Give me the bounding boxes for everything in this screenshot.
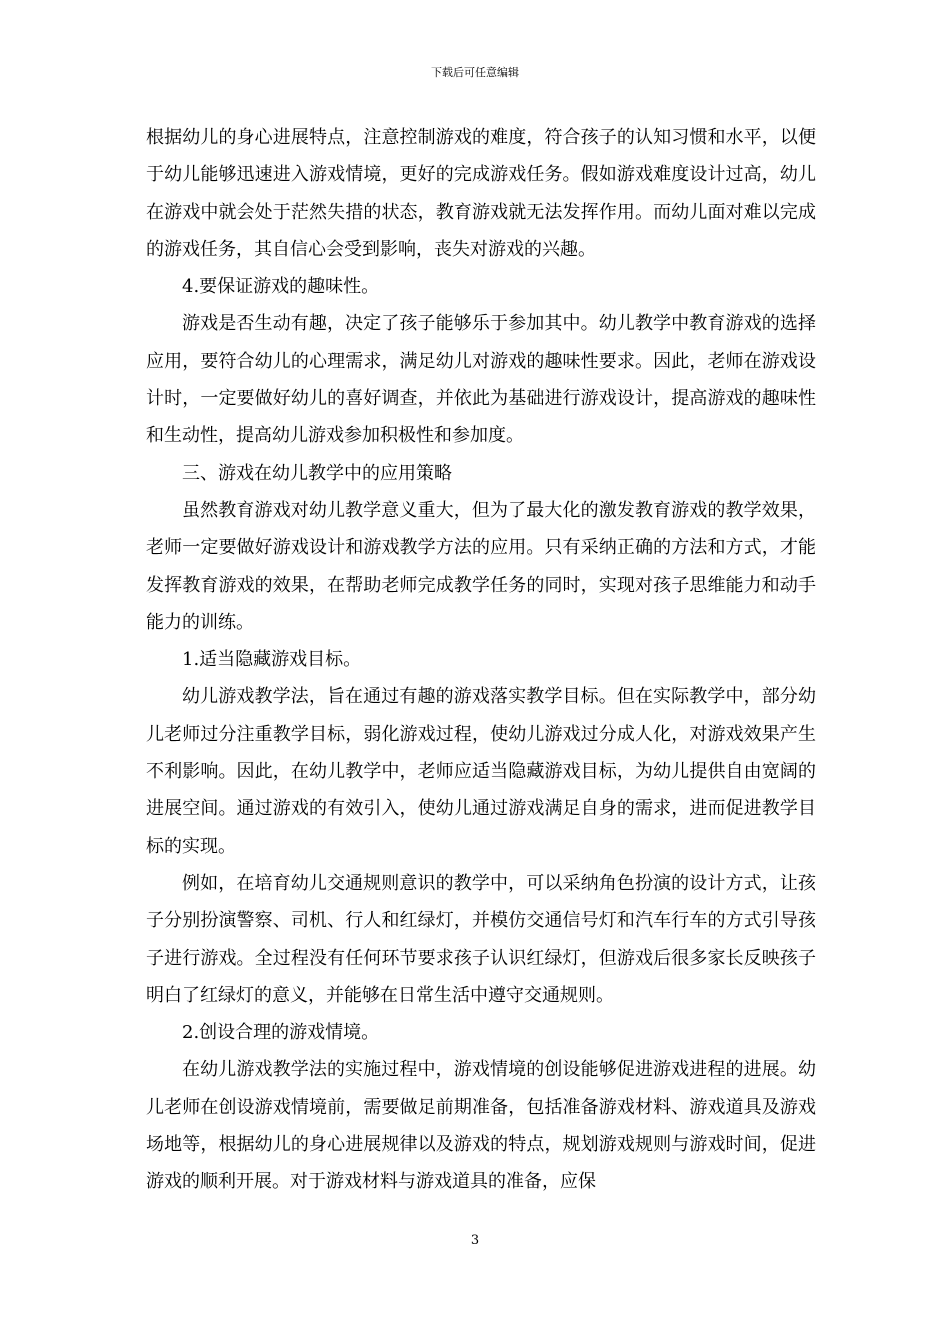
paragraph: 在幼儿游戏教学法的实施过程中，游戏情境的创设能够促进游戏进程的进展。幼儿老师在创设游戏情境前，需要做足前期准备，包括准备游戏材料、游戏道具及游戏场地等，根据幼儿的身心进展规律以及游戏的特点，规划游戏规则与游戏时间，促进游戏的顺利开展。对于游戏材料与游戏道具的准备，应保 — [146, 1059, 816, 1193]
subheading-2: 2.创设合理的游戏情境。 — [182, 1022, 380, 1044]
paragraph: 幼儿游戏教学法，旨在通过有趣的游戏落实教学目标。但在实际教学中，部分幼儿老师过分注重教学目标，弱化游戏过程，使幼儿游戏过分成人化，对游戏效果产生不利影响。因此，在幼儿教学中，老师应适当隐藏游戏目标，为幼儿提供自由宽阔的进展空间。通过游戏的有效引入，使幼儿通过游戏满足自身的需求，进而促进教学目标的实现。 — [146, 686, 816, 857]
section-heading-3: 三、游戏在幼儿教学中的应用策略 — [182, 462, 452, 484]
subheading-1: 1.适当隐藏游戏目标。 — [182, 649, 362, 671]
page-header: 下载后可任意编辑 — [431, 66, 519, 79]
page-number: 3 — [470, 1233, 480, 1248]
paragraph: 虽然教育游戏对幼儿教学意义重大，但为了最大化的激发教育游戏的教学效果，老师一定要做好游戏设计和游戏教学方法的应用。只有采纳正确的方法和方式，才能发挥教育游戏的效果，在帮助老师完成教学任务的同时，实现对孩子思维能力和动手能力的训练。 — [146, 499, 816, 633]
paragraph-continuation: 根据幼儿的身心进展特点，注意控制游戏的难度，符合孩子的认知习惯和水平，以便于幼儿能够迅速进入游戏情境，更好的完成游戏任务。假如游戏难度设计过高，幼儿在游戏中就会处于茫然失措的状态，教育游戏就无法发挥作用。而幼儿面对难以完成的游戏任务，其自信心会受到影响，丧失对游戏的兴趣。 — [146, 127, 816, 260]
paragraph: 游戏是否生动有趣，决定了孩子能够乐于参加其中。幼儿教学中教育游戏的选择应用，要符合幼儿的心理需求，满足幼儿对游戏的趣味性要求。因此，老师在游戏设计时，一定要做好幼儿的喜好调查，并依此为基础进行游戏设计，提高游戏的趣味性和生动性，提高幼儿游戏参加积极性和参加度。 — [146, 313, 816, 447]
document-body — [146, 119, 816, 1201]
paragraph: 例如，在培育幼儿交通规则意识的教学中，可以采纳角色扮演的设计方式，让孩子分别扮演警察、司机、行人和红绿灯，并模仿交通信号灯和汽车行车的方式引导孩子进行游戏。全过程没有任何环节要求孩子认识红绿灯，但游戏后很多家长反映孩子明白了红绿灯的意义，并能够在日常生活中遵守交通规则。 — [146, 872, 816, 1006]
subheading-4: 4.要保证游戏的趣味性。 — [182, 276, 380, 298]
